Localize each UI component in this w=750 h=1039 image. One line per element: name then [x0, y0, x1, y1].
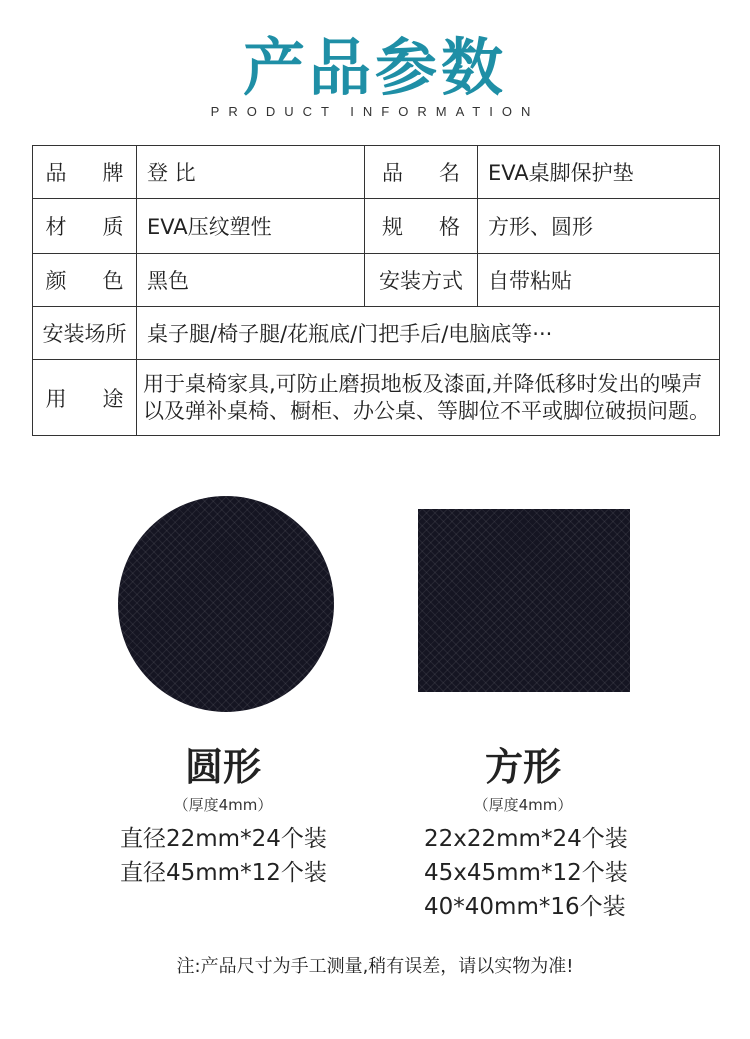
color-value: 黑色 [137, 254, 365, 307]
install-value: 自带粘贴 [478, 254, 720, 307]
round-spec-1: 直径22mm*24个装 [120, 826, 327, 852]
place-value: 桌子腿/椅子腿/花瓶底/门把手后/电脑底等··· [137, 307, 720, 360]
square-spec-3: 40*40mm*16个装 [424, 894, 626, 920]
material-value: EVA压纹塑性 [137, 199, 365, 254]
usage-line-2: 以及弹补桌椅、橱柜、办公桌、等脚位不平或脚位破损问题。 [143, 398, 710, 423]
square-pad-image [418, 509, 630, 692]
name-label: 品 名 [365, 146, 478, 199]
usage-label: 用 途 [33, 360, 137, 436]
usage-line-1: 用于桌椅家具,可防止磨损地板及漆面,并降低移时发出的噪声 [143, 371, 703, 396]
product-params-table [32, 145, 720, 436]
square-spec-1: 22x22mm*24个装 [424, 826, 628, 852]
spec-label: 规 格 [365, 199, 478, 254]
table-row [33, 146, 720, 199]
square-shape-name: 方形 [484, 745, 561, 789]
material-label: 材 质 [33, 199, 137, 254]
usage-value [137, 360, 720, 436]
table-row [33, 254, 720, 307]
round-spec-2: 直径45mm*12个装 [120, 860, 327, 886]
spec-value: 方形、圆形 [478, 199, 720, 254]
table-row [33, 307, 720, 360]
place-label: 安装场所 [33, 307, 137, 360]
brand-value: 登 比 [137, 146, 365, 199]
round-product-info [98, 742, 348, 890]
table-row [33, 360, 720, 436]
page-title: 产品参数 [242, 31, 507, 104]
round-thickness: （厚度4mm） [173, 796, 273, 814]
round-pad-image [118, 496, 334, 712]
square-spec-2: 45x45mm*12个装 [424, 860, 628, 886]
round-shape-name: 圆形 [184, 745, 261, 789]
measurement-note: 注:产品尺寸为手工测量,稍有误差，请以实物为准! [176, 956, 574, 977]
page-subtitle: PRODUCT INFORMATION [210, 104, 540, 119]
brand-label: 品 牌 [33, 146, 137, 199]
install-label: 安装方式 [365, 254, 478, 307]
square-thickness: （厚度4mm） [473, 796, 573, 814]
table-row [33, 199, 720, 254]
square-product-info [398, 742, 648, 924]
name-value: EVA桌脚保护垫 [478, 146, 720, 199]
color-label: 颜 色 [33, 254, 137, 307]
